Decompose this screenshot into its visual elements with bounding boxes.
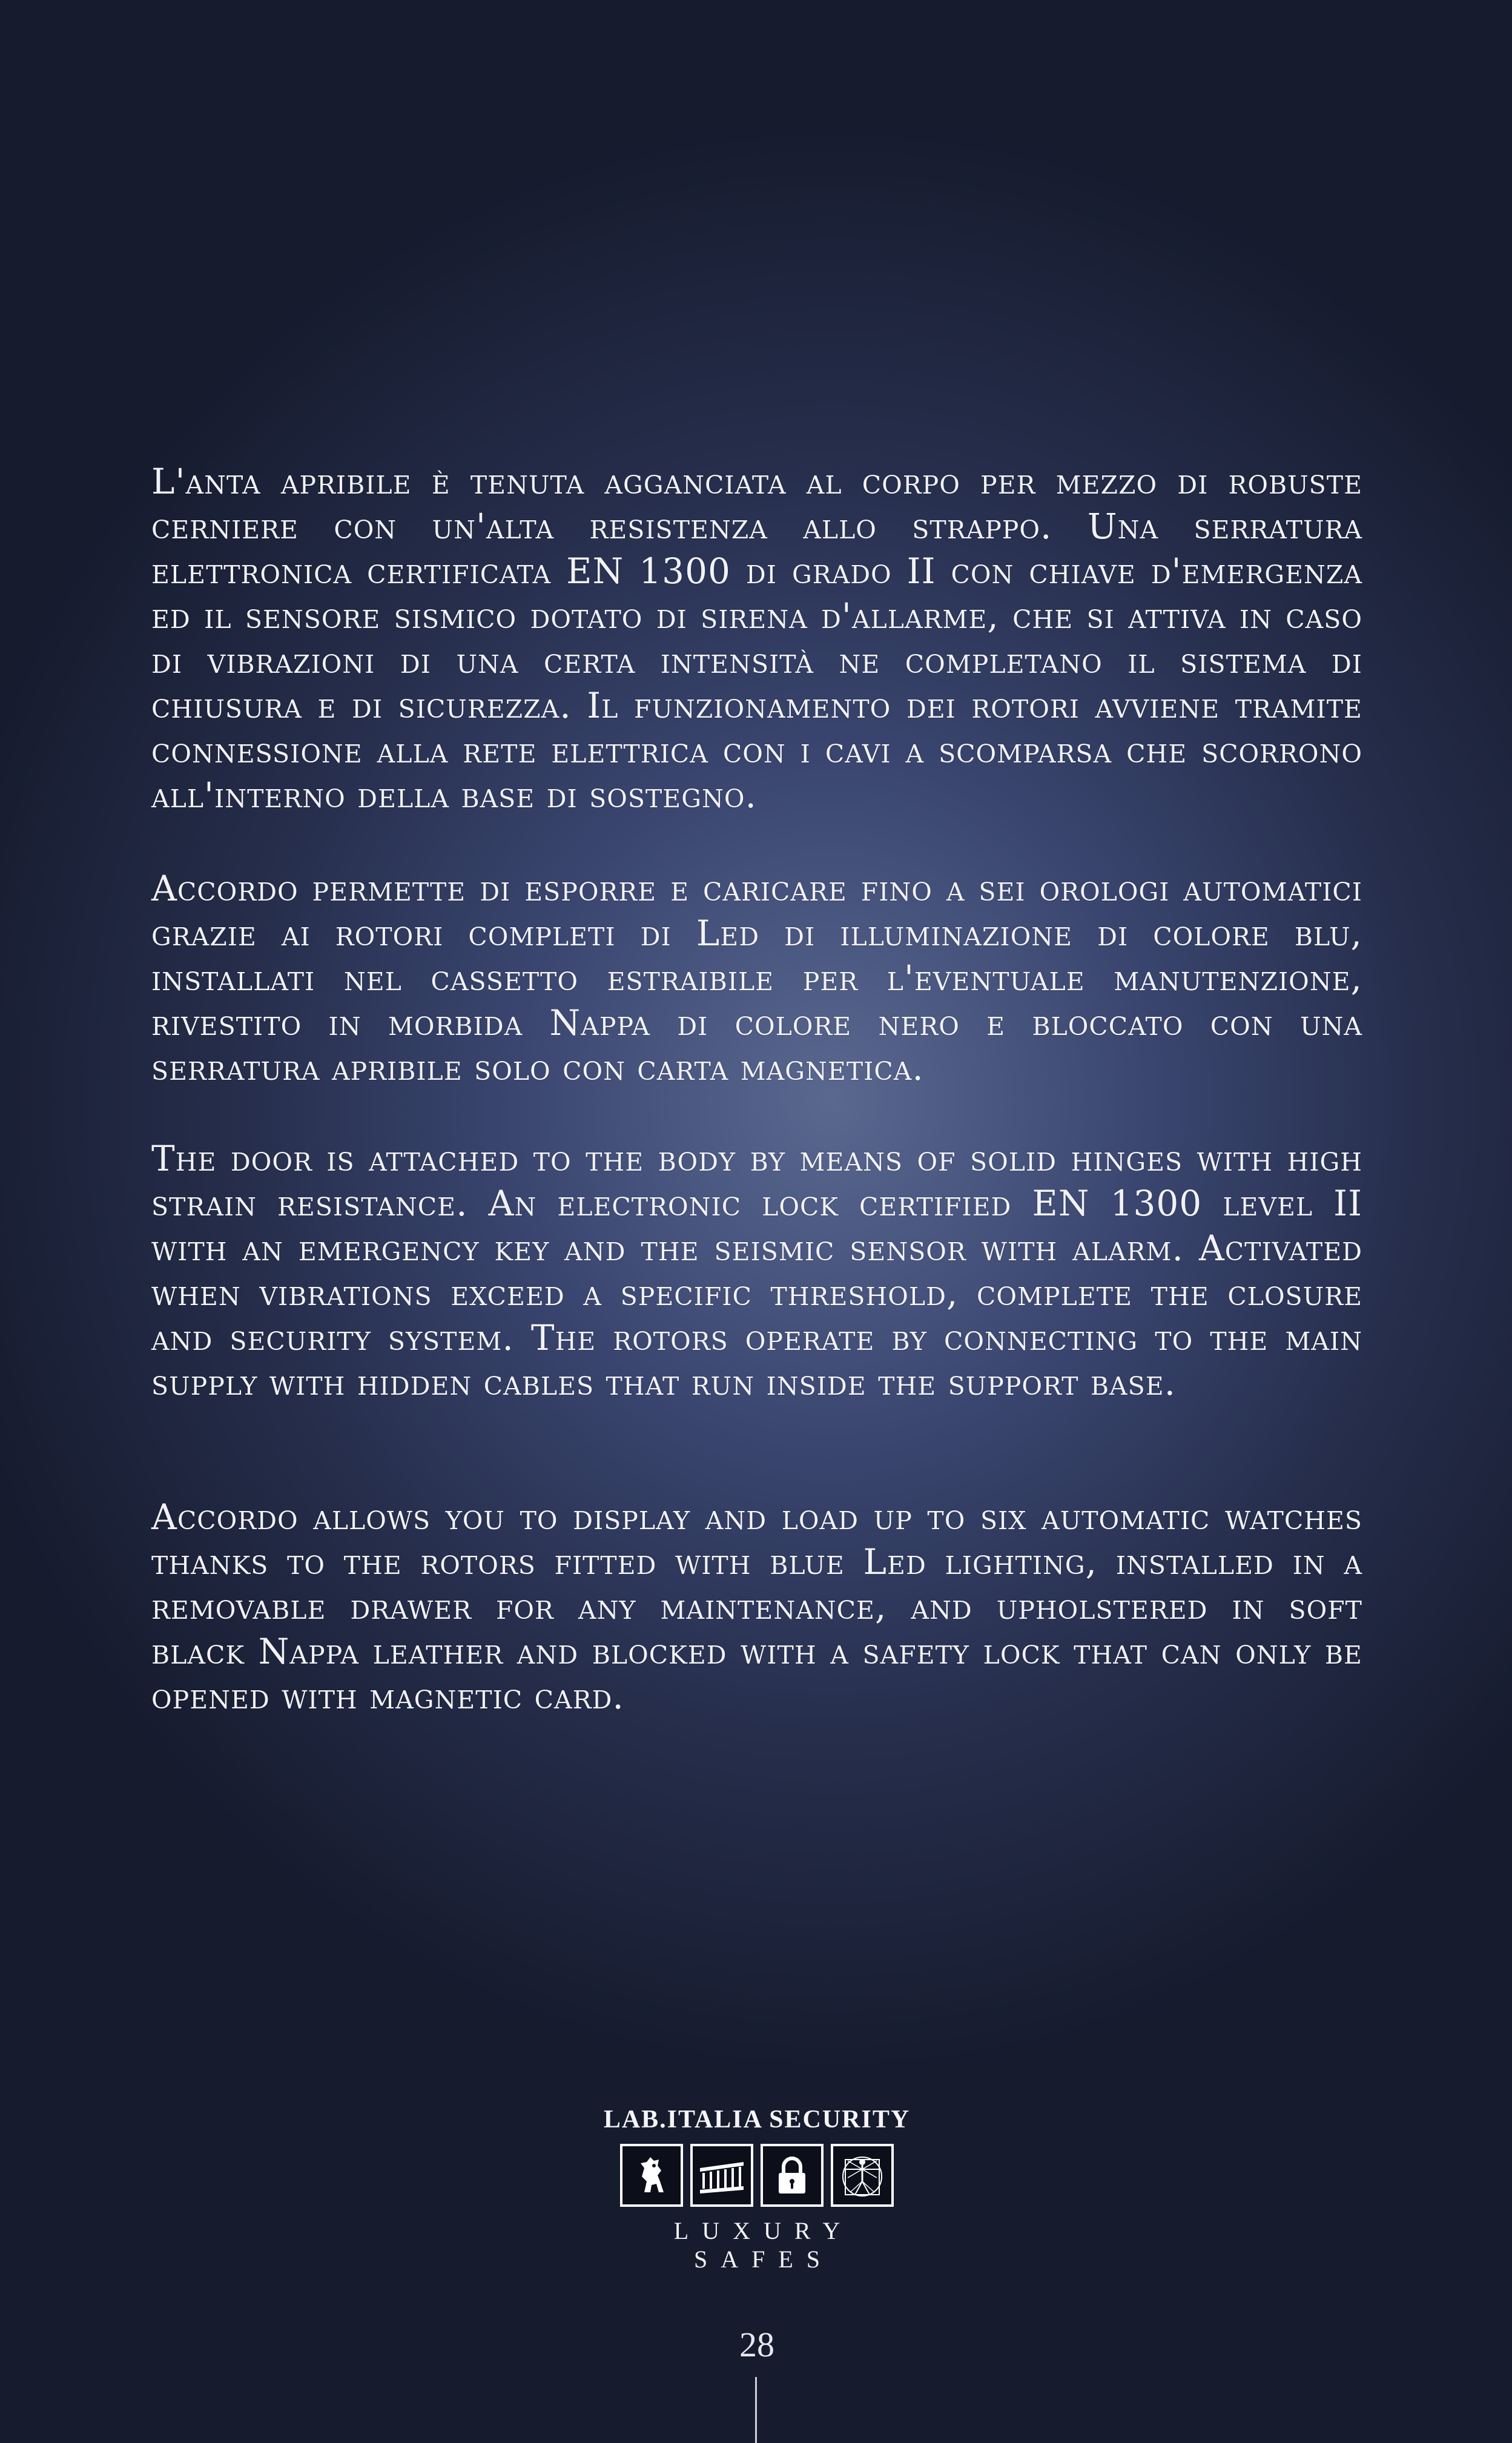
brand-name: LAB.ITALIA SECURITY [603,2106,911,2134]
building-icon [690,2144,753,2207]
logo-icons [593,2144,920,2207]
page-number: 28 [739,2325,774,2364]
brand-logo [593,2101,920,2273]
padlock-icon [761,2144,824,2207]
paragraph-italian-accordo: Accordo permette di esporre e caricare fino a sei orologi automatici grazie ai rotori completi di Led di illuminazione di colore blu, installati nel cassetto estraibile per l'eventuale manutenzione, rivestito in morbida Nappa di colore nero e bloccato con una serratura apribile solo con carta magnetica. [151,868,1362,1088]
page-number-rule [755,2377,757,2443]
vitruvian-man-icon [831,2144,894,2207]
paragraph-english-door: The door is attached to the body by means of solid hinges with high strain resistance. An electronic lock certified EN 1300 level II with an emergency key and the seismic sensor with alarm. Activated when vibrations exceed a specific threshold, complete the closure and security system. The rotors operate by connecting to the main supply with hidden cables that run inside the support base. [151,1138,1362,1403]
lion-icon [620,2144,683,2207]
brand-tagline: LUXURY SAFES [673,2217,854,2273]
paragraph-italian-door: L'anta apribile è tenuta agganciata al corpo per mezzo di robuste cerniere con un'alta resistenza allo strappo. Una serratura elettronica certificata EN 1300 di grado II con chiave d'emergenza ed il sensore sismico dotato di sirena d'allarme, che si attiva in caso di vibrazioni di una certa intensità ne completano il sistema di chiusura e di sicurezza. Il funzionamento dei rotori avviene tramite connessione alla rete elettrica con i cavi a scomparsa che scorrono all'interno della base di sostegno. [151,461,1362,816]
paragraph-english-accordo: Accordo allows you to display and load up to six automatic watches thanks to the rotors fitted with blue Led lighting, installed in a removable drawer for any maintenance, and upholstered in soft black Nappa leather and blocked with a safety lock that can only be opened with magnetic card. [151,1496,1362,1717]
